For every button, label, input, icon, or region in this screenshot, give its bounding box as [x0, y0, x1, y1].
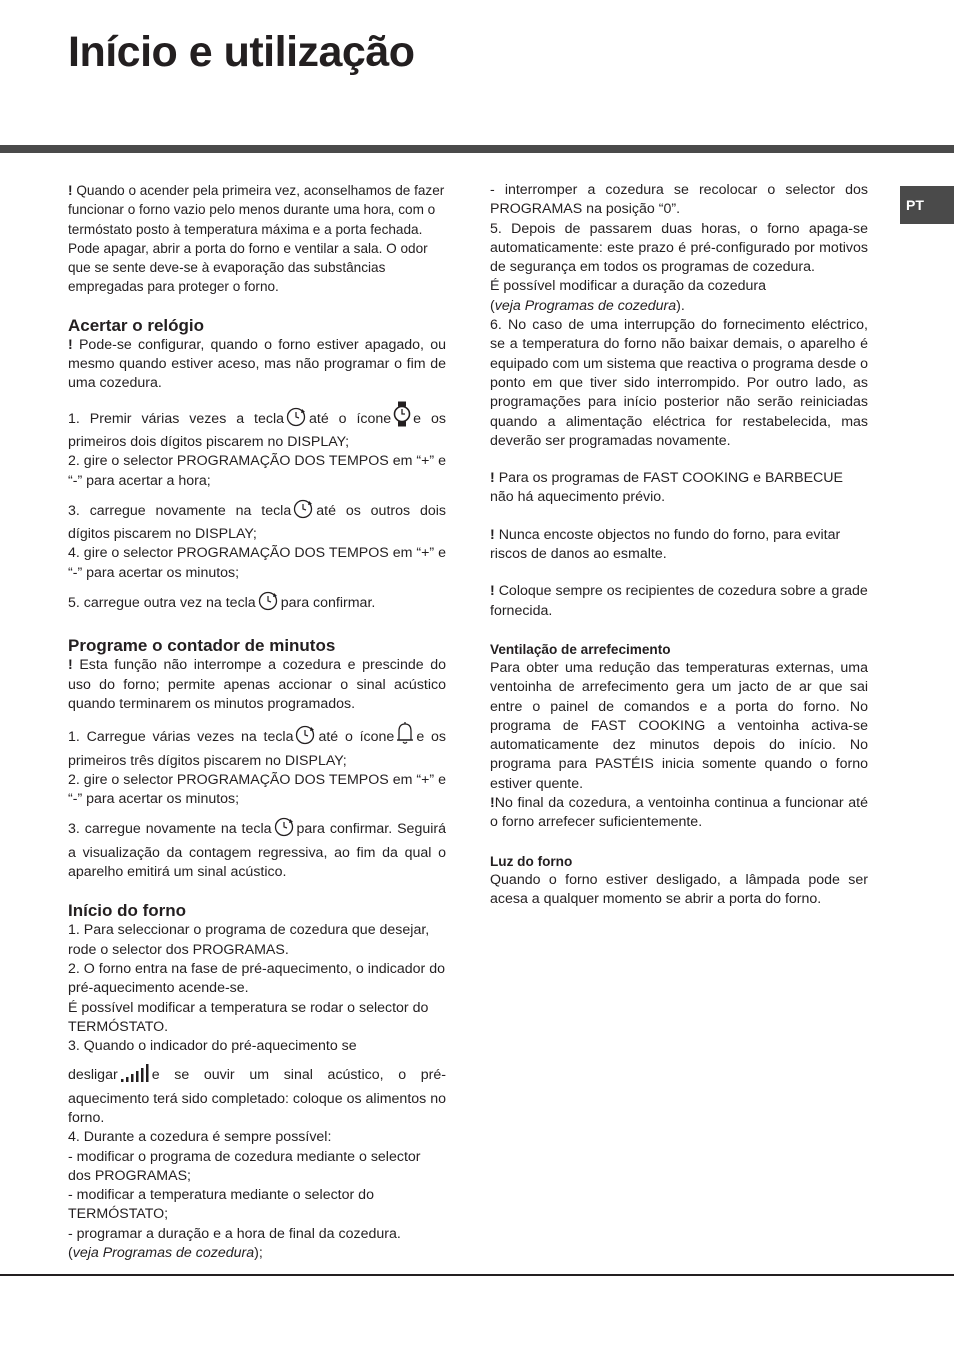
bell-icon — [396, 721, 414, 751]
start-step-4c: - programar a duração e a hora de final da cozedura. — [68, 1225, 401, 1242]
timer-note: ! Esta função não interrompe a cozedura e prescinde do uso do forno; permite apenas accionar o sinal acústico quando terminarem os minutos programados. — [68, 657, 446, 712]
start-step-4: 4. Durante a cozedura é sempre possível: — [68, 1129, 332, 1146]
section-heading-start: Início do forno — [68, 901, 187, 921]
power-failure-text: 6. No caso de uma interrupção do fornecimento eléctrico, se a temperatura do forno não baixar demais, o aparelho é equipado com um sistema que reactiva o programa desde o ponto em que tiver sido interrompido. Por outro lado, as programações para início posterior não serão reiniciadas quando a alimentação eléctrica for restabelecida, mas deverão ser programadas novamente. — [490, 317, 868, 449]
warning-mark: ! — [68, 183, 73, 198]
cross-reference: veja Programas de cozedura — [72, 1245, 255, 1262]
start-step-2: 2. O forno entra na fase de pré-aquecimento, o indicador do pré-aquecimento acende-se. — [68, 960, 445, 997]
warning-mark: ! — [68, 657, 73, 674]
clock-step-2: 2. gire o selector PROGRAMAÇÃO DOS TEMPOS em “+” e “-” para acertar a hora; — [68, 453, 446, 489]
clock-key-icon — [286, 406, 307, 433]
duration-ref: (veja Programas de cozedura). — [490, 297, 685, 314]
interrupt-text: - interromper a cozedura se recolocar o selector dos PROGRAMAS na posição “0”. — [490, 182, 868, 218]
warning-mark: ! — [490, 795, 495, 812]
clock-note: ! Pode-se configurar, quando o forno estiver apagado, ou mesmo quando estiver aceso, mas não programar o fim de uma cozedura. — [68, 336, 446, 392]
duration-note: É possível modificar a duração da cozedura — [490, 278, 767, 295]
start-step-3-cont: desligar e se ouvir um sinal acústico, o pré-aquecimento terá sido completado: coloque os alimentos no forno. — [68, 1063, 446, 1128]
start-step-4a: - modificar o programa de cozedura mediante o selector dos PROGRAMAS; — [68, 1148, 421, 1184]
clock-key-icon — [293, 498, 314, 525]
warning-oven-bottom: ! Nunca encoste objectos no fundo do forno, para evitar riscos de danos ao esmalte. — [490, 526, 841, 563]
intro-text: Quando o acender pela primeira vez, aconselhamos de fazer funcionar o forno vazio pelo menos durante uma hora, com o termóstato posto à temperatura máxima e a porta fechada. Pode apagar, abrir a porta do forno e ventilar a sala. O odor que se sente deve-se à evaporação das substâncias empregadas para proteger o forno. — [68, 183, 445, 295]
section-heading-timer: Programe o contador de minutos — [68, 636, 336, 656]
cross-reference: veja Programas de cozedura — [494, 297, 677, 314]
watch-icon — [393, 401, 411, 433]
ventilation-text: Para obter uma redução das temperaturas externas, uma ventoinha de arrefecimento gera um jacto de ar que sai entre o painel de comandos e a porta do forno. No programa de FAST COOKING a ventoinha activa-se automaticamente dez minutos depois do início. No programa para PASTÉIS inicia somente quando o forno estiver quente. — [490, 659, 868, 792]
page-title: Início e utilização — [68, 28, 415, 76]
section-heading-ventilation: Ventilação de arrefecimento — [490, 641, 671, 657]
ventilation-note: !No final da cozedura, a ventoinha continua a funcionar até o forno arrefecer suficientemente. — [490, 795, 868, 831]
timer-step-3: 3. carregue novamente na tecla para confirmar. Seguirá a visualização da contagem regressiva, ao fim da qual o aparelho emitirá um sinal acústico. — [68, 816, 446, 882]
header-divider — [0, 145, 954, 153]
light-text: Quando o forno estiver desligado, a lâmpada pode ser acesa a qualquer momento se abrir a porta do forno. — [490, 871, 868, 907]
intro-warning — [68, 181, 446, 297]
warning-grid: ! Coloque sempre os recipientes de cozedura sobre a grade fornecida. — [490, 583, 868, 619]
start-step-1: 1. Para seleccionar o programa de cozedura que desejar, rode o selector dos PROGRAMAS. — [68, 922, 430, 958]
clock-step-5: 5. carregue outra vez na tecla para confirmar. — [68, 590, 446, 617]
section-heading-clock: Acertar o relógio — [68, 315, 205, 335]
clock-step-1: 1. Premir várias vezes a tecla até o ícone e os primeiros dois dígitos piscarem no DISPLAY; — [68, 401, 446, 453]
language-tab: PT — [900, 186, 954, 224]
clock-key-icon — [258, 590, 279, 617]
auto-off-text: 5. Depois de passarem duas horas, o forno apaga-se automaticamente: este prazo é pré-configurado por motivos de segurança em todos os programas de cozedura. — [490, 220, 868, 276]
start-step-2-note: É possível modificar a temperatura se rodar o selector do TERMÓSTATO. — [68, 999, 429, 1035]
clock-step-3: 3. carregue novamente na tecla até os outros dois dígitos piscarem no DISPLAY; — [68, 498, 446, 545]
warning-mark: ! — [490, 583, 495, 600]
footer-divider — [0, 1274, 954, 1276]
preheat-indicator-icon — [120, 1063, 150, 1089]
start-step-3: 3. Quando o indicador do pré-aquecimento se — [68, 1038, 357, 1055]
warning-mark: ! — [490, 526, 495, 543]
start-step-4d: (veja Programas de cozedura); — [68, 1245, 263, 1262]
section-heading-light: Luz do forno — [490, 853, 573, 869]
clock-step-4: 4. gire o selector PROGRAMAÇÃO DOS TEMPOS em “+” e “-” para acertar os minutos; — [68, 545, 446, 581]
warning-mark: ! — [490, 470, 495, 487]
right-column — [490, 181, 868, 909]
left-column — [68, 181, 446, 1263]
warning-fast-cooking: ! Para os programas de FAST COOKING e BARBECUE não há aquecimento prévio. — [490, 470, 843, 506]
start-step-4b: - modificar a temperatura mediante o selector do TERMÓSTATO; — [68, 1187, 374, 1223]
timer-step-2: 2. gire o selector PROGRAMAÇÃO DOS TEMPOS em “+” e “-” para acertar os minutos; — [68, 771, 446, 808]
clock-key-icon — [274, 816, 295, 843]
timer-step-1: 1. Carregue várias vezes na tecla até o ícone e os primeiros três dígitos piscarem no DISPLAY; — [68, 721, 446, 771]
warning-mark: ! — [68, 336, 73, 353]
clock-key-icon — [295, 724, 316, 751]
